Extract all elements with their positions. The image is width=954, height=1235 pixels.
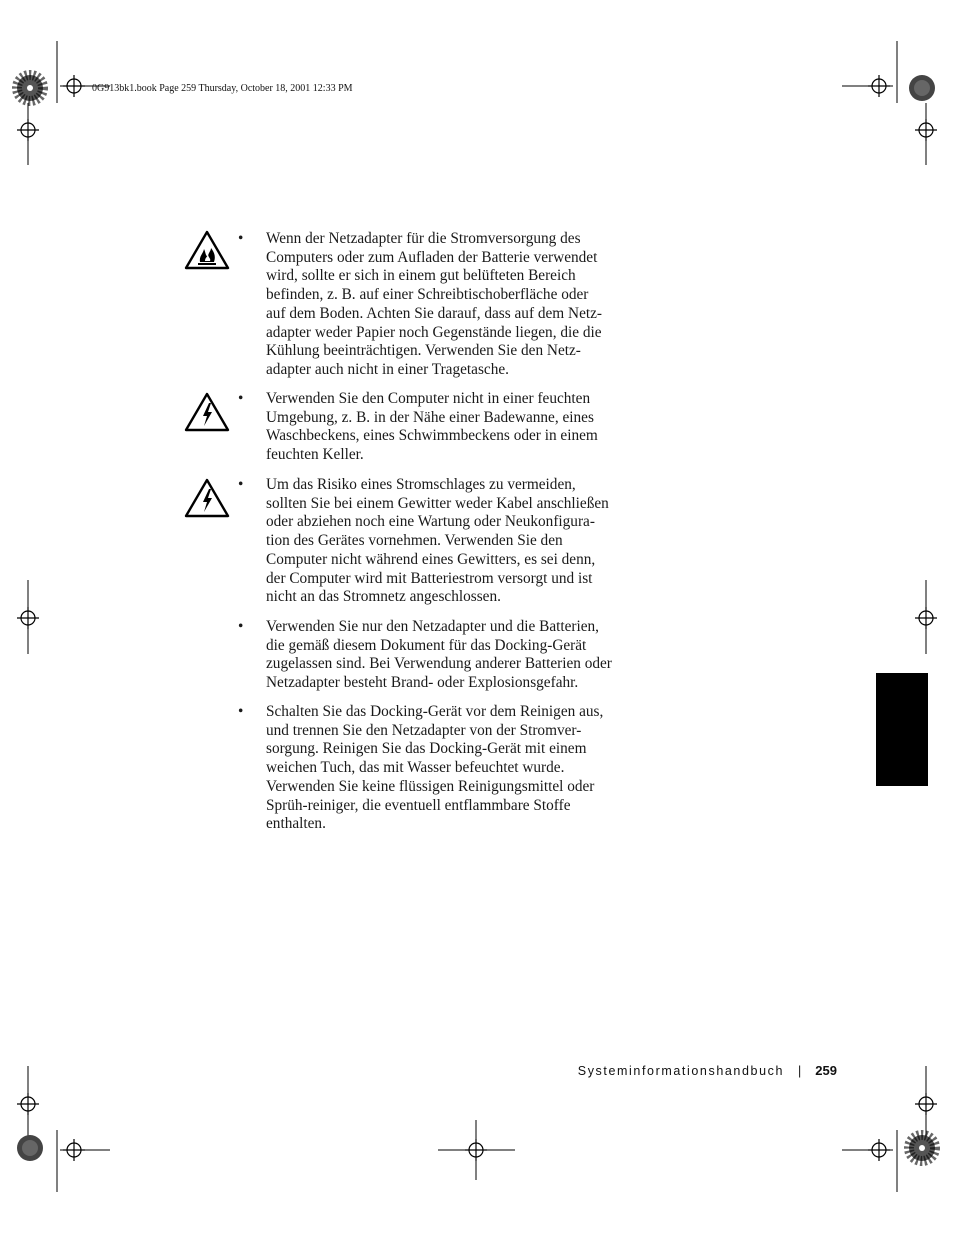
bullet: • (238, 476, 244, 493)
text-line: und trennen Sie den Netzadapter von der Stromver- (266, 721, 582, 739)
list-item-text (266, 618, 638, 693)
text-line: Sprüh-reiniger, die eventuell entflammbare Stoffe (266, 796, 571, 814)
list-item-text (266, 230, 638, 380)
list-item (238, 230, 638, 380)
text-line: adapter auch nicht in einer Tragetasche. (266, 360, 509, 378)
text-line: Umgebung, z. B. in der Nähe einer Badewanne, eines (266, 408, 594, 426)
text-line: Verwenden Sie nur den Netzadapter und die Batterien, (266, 618, 600, 635)
text-line: sorgung. Reinigen Sie das Docking-Gerät mit einem (266, 740, 587, 758)
bullet: • (238, 618, 244, 635)
text-line: wird, sollte er sich in einem gut belüfteten Bereich (266, 267, 576, 285)
text-line: die gemäß diesem Dokument für das Docking-Gerät (266, 636, 587, 654)
list-item (238, 703, 638, 834)
bullet: • (238, 390, 244, 407)
text-line: feuchten Keller. (266, 446, 364, 464)
list-item-text (266, 476, 638, 607)
text-line: oder abziehen noch eine Wartung oder Neukonfigura- (266, 513, 595, 531)
bullet: • (238, 703, 244, 720)
section-tab (876, 673, 928, 786)
electric-shock-warning-icon (184, 478, 230, 518)
fire-warning-icon (184, 230, 230, 270)
text-line: Um das Risiko eines Stromschlages zu vermeiden, (266, 476, 576, 493)
text-line: Schalten Sie das Docking-Gerät vor dem Reinigen aus, (266, 703, 604, 720)
text-line: tion des Gerätes vornehmen. Verwenden Sie den (266, 532, 563, 550)
text-line: Verwenden Sie keine flüssigen Reinigungsmittel oder (266, 777, 595, 795)
text-line: befinden, z. B. auf einer Schreibtischoberfläche oder (266, 286, 589, 304)
text-line: zugelassen sind. Bei Verwendung anderer Batterien oder (266, 655, 612, 673)
footer-separator: | (798, 1064, 802, 1078)
list-item (238, 476, 638, 607)
text-line: Computer nicht während eines Gewitters, es sei denn, (266, 550, 596, 568)
footer-title: Systeminformationshandbuch (577, 1064, 785, 1078)
text-line: adapter weder Papier noch Gegenstände liegen, die die (266, 323, 602, 341)
text-line: enthalten. (266, 815, 326, 833)
text-line: Kühlung beeinträchtigen. Verwenden Sie den Netz- (266, 342, 581, 360)
text-line: sollten Sie bei einem Gewitter weder Kabel anschließen (266, 494, 609, 512)
page-footer (578, 1063, 837, 1078)
text-line: Verwenden Sie den Computer nicht in einer feuchten (266, 390, 591, 407)
text-line: nicht an das Stromnetz angeschlossen. (266, 588, 501, 606)
text-line: Computers oder zum Aufladen der Batterie verwendet (266, 248, 598, 266)
text-line: Wenn der Netzadapter für die Stromversorgung des (266, 230, 581, 247)
page-number: 259 (815, 1063, 837, 1078)
text-line: der Computer wird mit Batteriestrom versorgt und ist (266, 569, 593, 587)
list-item-text (266, 703, 638, 834)
list-item (238, 618, 638, 693)
text-line: Netzadapter besteht Brand- oder Explosionsgefahr. (266, 674, 579, 692)
print-slug: 0G913bk1.book Page 259 Thursday, October 18, 2001 12:33 PM (92, 83, 353, 94)
text-line: weichen Tuch, das mit Wasser befeuchtet wurde. (266, 759, 565, 777)
text-line: Waschbeckens, eines Schwimmbeckens oder in einem (266, 427, 598, 445)
bullet: • (238, 230, 244, 247)
list-item-text (266, 390, 638, 465)
electric-shock-warning-icon (184, 392, 230, 432)
list-item (238, 390, 638, 465)
text-line: auf dem Boden. Achten Sie darauf, dass auf dem Netz- (266, 304, 602, 322)
